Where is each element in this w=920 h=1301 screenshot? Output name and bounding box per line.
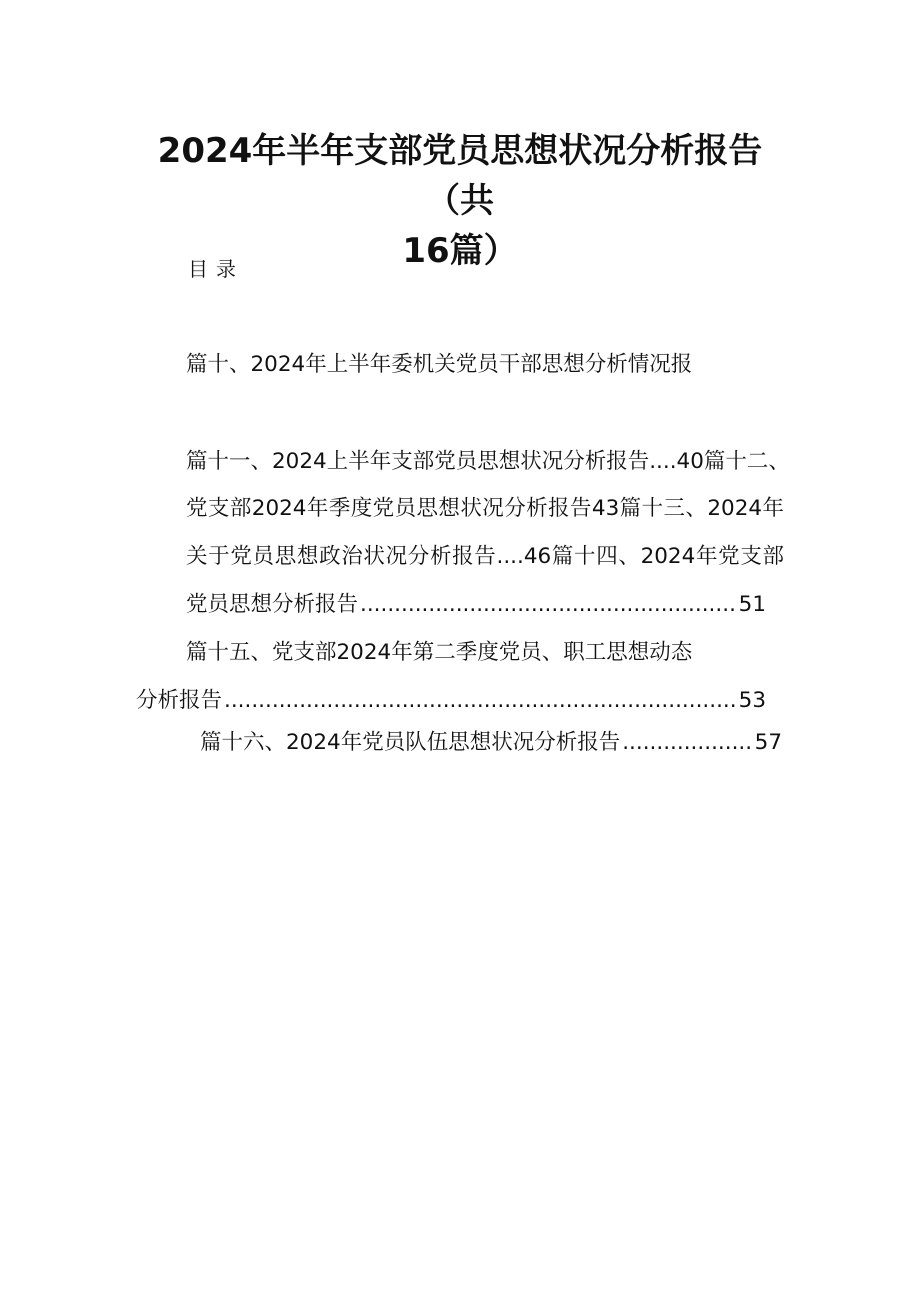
toc-entry-15-text: 分析报告 [136,688,223,713]
document-title-line-2: 16篇） [402,231,518,271]
toc-entry-12: 党支部2024年季度党员思想状况分析报告43篇十三、2024年 [186,496,784,521]
toc-entry-11: 篇十一、2024上半年支部党员思想状况分析报告....40篇十二、 [186,449,790,474]
toc-leader-dots [622,728,752,758]
toc-leader-dots [224,686,737,716]
toc-entry-16-text: 篇十六、2024年党员队伍思想状况分析报告 [200,730,621,755]
toc-entry-14 [186,590,766,620]
toc-entry-14-page: 51 [738,592,766,617]
document-title [130,126,790,276]
document-title-line-1: 2024年半年支部党员思想状况分析报告（共 [157,131,763,221]
toc-leader-dots [360,590,737,620]
toc-entry-15: 篇十五、党支部2024年第二季度党员、职工思想动态 [186,640,693,665]
toc-heading: 目录 [188,257,244,281]
toc-entry-15-cont [136,686,766,716]
toc-entry-13: 关于党员思想政治状况分析报告....46篇十四、2024年党支部 [186,544,784,569]
toc-entry-10: 篇十、2024年上半年委机关党员干部思想分析情况报 [186,352,693,377]
toc-entry-14-text: 党员思想分析报告 [186,592,359,617]
toc-entry-16-page: 57 [754,730,782,755]
toc-entry-15-page: 53 [738,688,766,713]
toc-entry-16 [200,728,782,758]
